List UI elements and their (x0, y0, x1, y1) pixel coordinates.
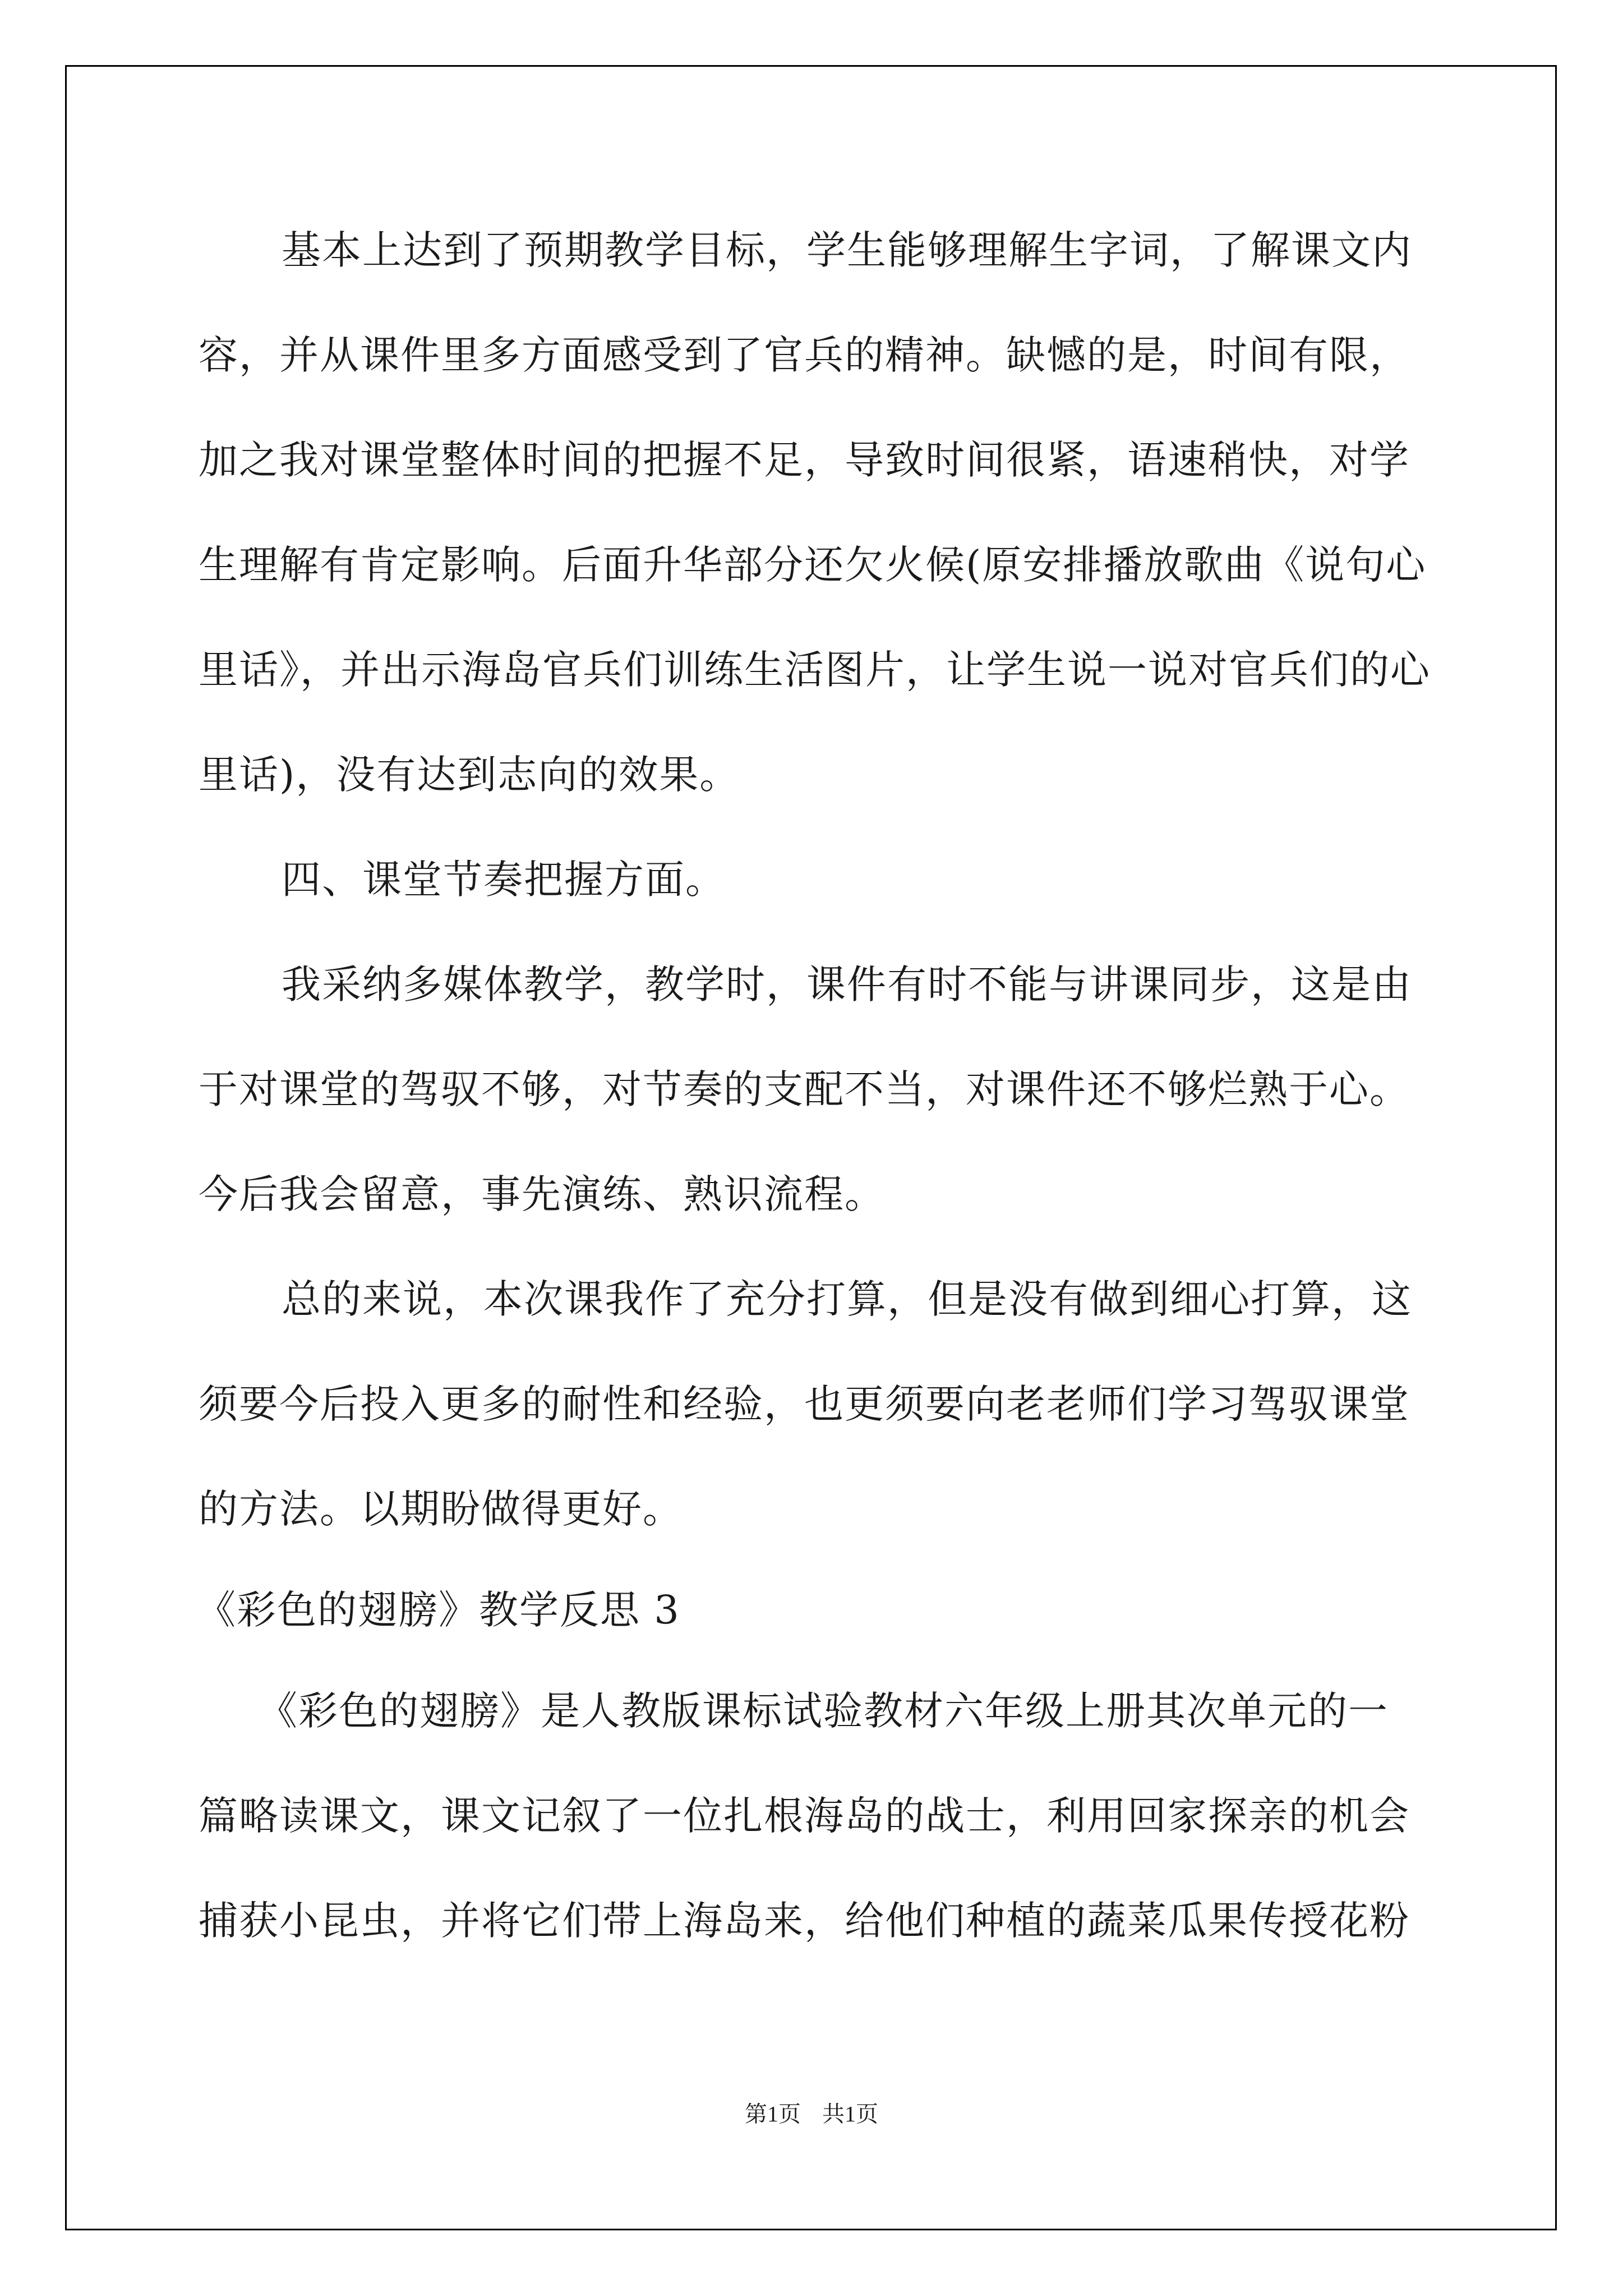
text-line: 我采纳多媒体教学，教学时，课件有时不能与讲课同步，这是由 (282, 961, 1412, 1007)
page-total: 共1页 (822, 2101, 878, 2127)
text-line: 生理解有肯定影响。后面升华部分还欠火候(原安排播放歌曲《说句心 (199, 542, 1427, 588)
text-line: 容，并从课件里多方面感受到了官兵的精神。缺憾的是，时间有限， (199, 332, 1410, 378)
page-number: 第1页 (745, 2101, 801, 2127)
text-line: 《彩色的翅膀》是人教版课标试验教材六年级上册其次单元的一 (258, 1688, 1389, 1734)
text-line: 于对课堂的驾驭不够，对节奏的支配不当，对课件还不够烂熟于心。 (199, 1066, 1410, 1112)
page-footer (0, 2100, 1623, 2128)
essay-title: 《彩色的翅膀》教学反思 3 (196, 1587, 680, 1633)
text-line: 基本上达到了预期教学目标，学生能够理解生字词，了解课文内 (282, 227, 1412, 273)
text-line: 加之我对课堂整体时间的把握不足，导致时间很紧，语速稍快，对学 (199, 437, 1410, 483)
text-line: 的方法。以期盼做得更好。 (199, 1486, 683, 1532)
section-heading: 四、课堂节奏把握方面。 (282, 857, 726, 903)
text-line: 里话》，并出示海岛官兵们训练生活图片，让学生说一说对官兵们的心 (199, 647, 1431, 693)
text-line: 篇略读课文，课文记叙了一位扎根海岛的战士，利用回家探亲的机会 (199, 1793, 1410, 1839)
text-line: 须要今后投入更多的耐性和经验，也更须要向老老师们学习驾驭课堂 (199, 1381, 1410, 1427)
text-line: 捕获小昆虫，并将它们带上海岛来，给他们种植的蔬菜瓜果传授花粉 (199, 1898, 1410, 1944)
text-line: 里话)，没有达到志向的效果。 (199, 752, 740, 798)
text-line: 总的来说，本次课我作了充分打算，但是没有做到细心打算，这 (282, 1276, 1412, 1322)
text-line: 今后我会留意，事先演练、熟识流程。 (199, 1171, 885, 1217)
